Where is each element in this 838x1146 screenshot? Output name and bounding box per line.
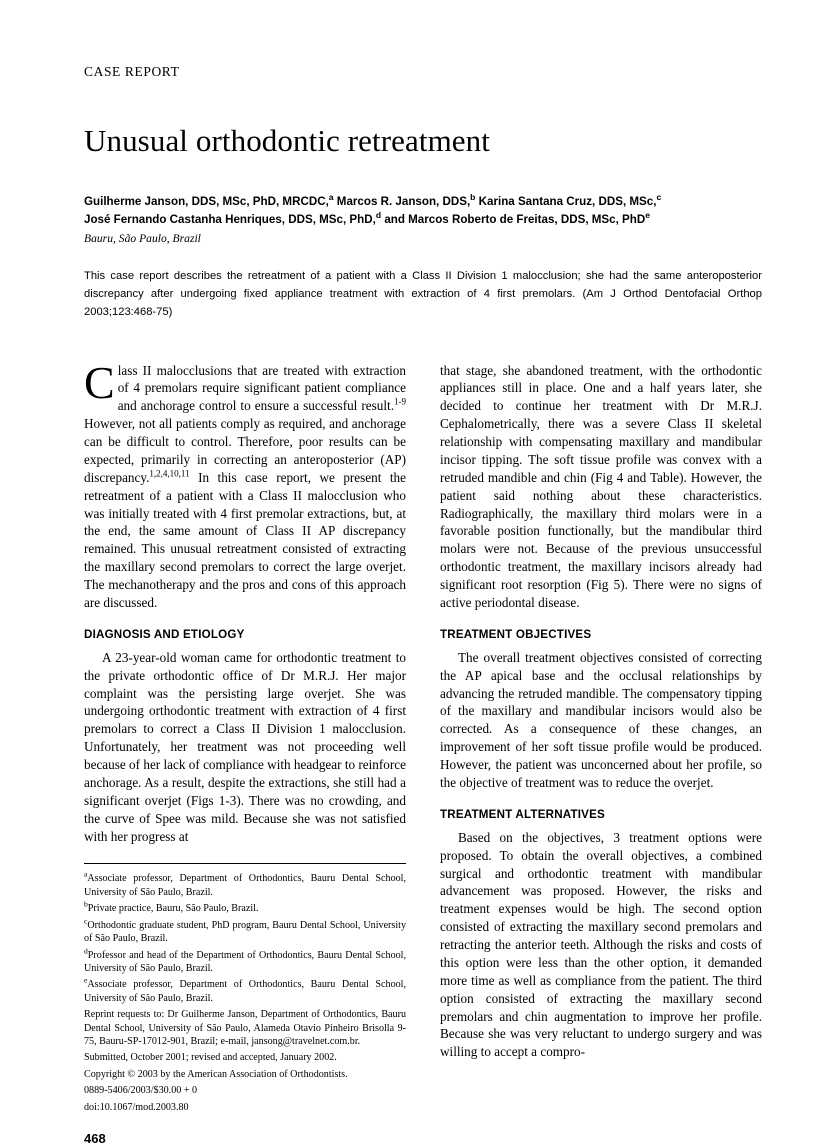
left-column xyxy=(84,356,406,1146)
paragraph-diagnosis-cont: that stage, she abandoned treatment, with the orthodontic appliances still in place. One and a half years later, she decided to continue her treatment with Dr M.R.J. Cephalometrically, there was a severe Class II skeletal relationship with compensating maxillary and mandibular incisor tipping. The soft tissue profile was convex with a retruded mandible and chin (Fig 4 and Table). However, the patient said nothing about these characteristics. Radiographically, the maxillary third molars were in a favorable position functionally, but the mandibular third molars were not. Because of the previous unsuccessful orthodontic treatment, the maxillary incisors already had significant root resorption (Fig 5). There were no signs of active periodontal disease. xyxy=(440,362,762,610)
footnote-issn: 0889-5406/2003/$30.00 + 0 xyxy=(84,1085,198,1097)
right-column xyxy=(440,362,762,1146)
footnote-item: $^e$Associate professor, Department of Orthodontics, Bauru Dental School, University of São Paulo, Brazil. xyxy=(84,976,406,1004)
page-number: 468 xyxy=(84,1131,106,1146)
footnote-reprint-requests: Reprint requests to: Dr Guilherme Janson, Department of Orthodontics, Bauru Dental School, University of São Paulo, Alameda Otavio Pinheiro Brisolla 9-75, Bauru-SP-17012-901, Brazil; e-mail, jansong@travelnet.com.br. xyxy=(84,1009,406,1048)
footnote-item: $^a$Associate professor, Department of Orthodontics, Bauru Dental School, University of São Paulo, Brazil. xyxy=(84,870,406,898)
abstract: This case report describes the retreatment of a patient with a Class II Division 1 malocclusion; she had the same anteroposterior discrepancy after undergoing fixed appliance treatment with extraction of 4 first premolars. (Am J Orthod Dentofacial Orthop 2003;123:468-75) xyxy=(84,270,762,319)
footnote-copyright: Copyright © 2003 by the American Association of Orthodontists. xyxy=(84,1068,348,1080)
page-title: Unusual orthodontic retreatment xyxy=(84,123,490,158)
paragraph-alternatives: Based on the objectives, 3 treatment options were proposed. To obtain the overall objectives, a combined surgical and orthodontic treatment with mandibular advancement was proposed. However, the risks and treatment expenses would be high. The second option consisted of extracting the maxillary second premolars and retracting the anterior teeth. Although the risks and costs of this option were less than the other option, it demanded more time as well as compliance from the patient. The third option consisted of extracting the maxillary second premolars and chin augmentation to improve her profile. Because she was very reluctant to undergo surgery and was willing to accept a compro- xyxy=(440,829,762,1060)
paragraph-intro: Class II malocclusions that are treated with extraction of 4 premolars require significant patient compliance and anchorage control to ensure a successful result.$^{1-9}$ However, not all patients comply as required, and anchorage can be difficult to control. Therefore, poor results can be expected, primarily in correcting an anteroposterior (AP) discrepancy.$^{1,2,4,10,11}$ In this case report, we present the retreatment of a patient with a Class II malocclusion who was initially treated with 4 first premolar extractions, but, at the end, the same amount of Class II AP discrepancy remained. This unusual retreatment consisted of extracting the maxillary second premolars to correct the large overjet. The mechanotherapy and the pros and cons of this approach are discussed. xyxy=(84,356,406,610)
author-line-1: Guilherme Janson, DDS, MSc, PhD, MRCDC,$^a$ Marcos R. Janson, DDS,$^b$ Karina Santana Cruz, DDS, MSc,$^c$ xyxy=(84,192,662,209)
footnote-item: $^c$Orthodontic graduate student, PhD program, Bauru Dental School, University of São Paulo, Brazil. xyxy=(84,916,406,945)
paragraph-objectives: The overall treatment objectives consisted of correcting the AP apical base and the occlusal relationships by advancing the retruded mandible. The compensatory tipping of the maxillary and mandibular incisors would also be corrected. As a consequence of these changes, an improvement of her soft tissue profile would be produced. However, the patient was unconcerned about her profile, so the objective of treatment was to reduce the overjet. xyxy=(440,649,762,790)
section-heading-alternatives: TREATMENT ALTERNATIVES xyxy=(440,807,605,821)
paragraph-diagnosis: A 23-year-old woman came for orthodontic treatment to the private orthodontic office of Dr M.R.J. Her major complaint was the persisting large overjet. She was undergoing orthodontic treatment with extraction of 4 first premolars to correct a Class II Division 1 malocclusion. Unfortunately, her treatment was not proceeding well because of her lack of compliance with headgear to reinforce anchorage. As a result, despite the extractions, she still had a significant overjet (Figs 1-3). There was no crowding, and the curve of Spee was mild. Because she was not satisfied with her progress at xyxy=(84,649,406,844)
footnote-submitted: Submitted, October 2001; revised and accepted, January 2002. xyxy=(84,1052,337,1064)
footnote-item: $^b$Private practice, Bauru, São Paulo, Brazil. xyxy=(84,899,259,915)
affiliation-city: Bauru, São Paulo, Brazil xyxy=(84,232,201,246)
section-heading-diagnosis: DIAGNOSIS AND ETIOLOGY xyxy=(84,627,245,641)
author-line-2: José Fernando Castanha Henriques, DDS, MSc, PhD,$^d$ and Marcos Roberto de Freitas, DDS, MSc, PhD$^e$ xyxy=(84,210,651,227)
footnotes-block xyxy=(84,863,406,1117)
drop-cap: C xyxy=(84,356,115,408)
footnote-doi: doi:10.1067/mod.2003.80 xyxy=(84,1101,189,1113)
body-columns xyxy=(84,356,762,1146)
footnote-item: $^d$Professor and head of the Department of Orthodontics, Bauru Dental School, University of São Paulo, Brazil. xyxy=(84,946,406,974)
running-head: CASE REPORT xyxy=(84,64,180,79)
author-list xyxy=(84,193,762,229)
section-heading-objectives: TREATMENT OBJECTIVES xyxy=(440,627,592,641)
